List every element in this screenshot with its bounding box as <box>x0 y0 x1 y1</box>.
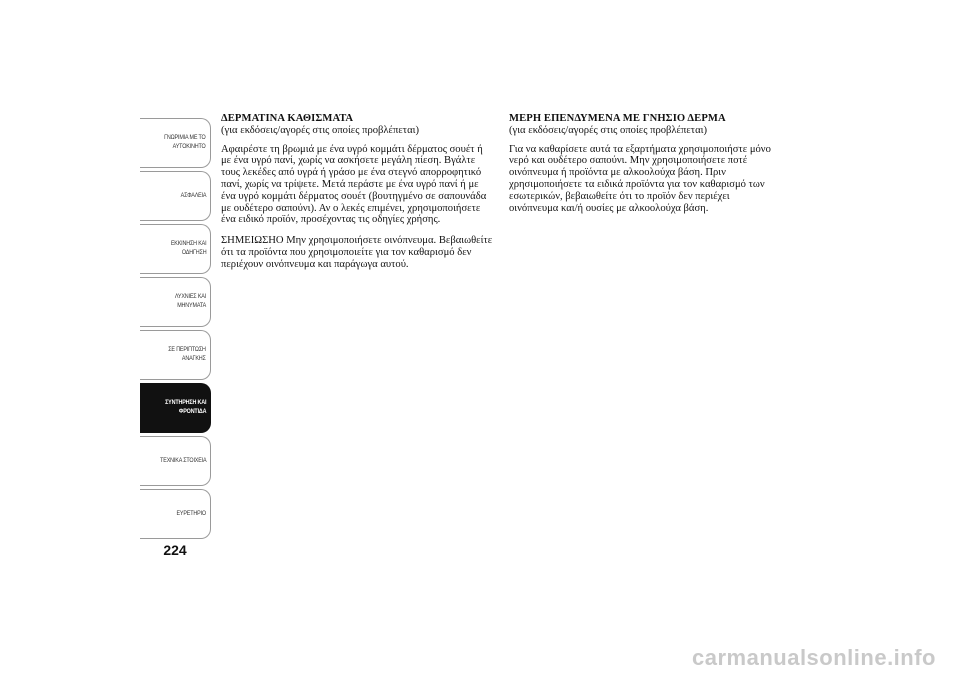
tab-label: ΓΝΩΡΙΜΙΑ ΜΕ ΤΟ ΑΥΤΟΚΙΝΗΤΟ <box>164 134 206 150</box>
watermark: carmanualsonline.info <box>692 645 936 670</box>
tab-label: ΑΣΦΑΛΕΙΑ <box>180 191 206 199</box>
chapter-tabs <box>140 118 211 542</box>
tab-label: ΣΥΝΤΗΡΗΣΗ ΚΑΙ ΦΡΟΝΤΙΔΑ <box>164 399 206 415</box>
genuine-leather-parts-section <box>509 113 781 223</box>
leather-seats-section <box>221 113 493 280</box>
tab-label: ΕΥΡΕΤΗΡΙΟ <box>176 509 206 517</box>
tab-label: ΛΥΧΝΙΕΣ ΚΑΙ ΜΗΝΥΜΑΤΑ <box>174 293 206 309</box>
tab-emergency[interactable] <box>140 330 211 380</box>
tab-label: ΕΚΚΙΝΗΣΗ ΚΑΙ ΟΔΗΓΗΣΗ <box>170 240 206 256</box>
tab-getting-to-know[interactable] <box>140 118 211 168</box>
tab-starting-driving[interactable] <box>140 224 211 274</box>
tab-label: ΤΕΧΝΙΚΑ ΣΤΟΙΧΕΙΑ <box>159 456 206 464</box>
tab-label: ΣΕ ΠΕΡΙΠΤΩΣΗ ΑΝΑΓΚΗΣ <box>168 346 206 362</box>
note-paragraph: ΣΗΜΕΙΩΣΗΟ Μην χρησιμοποιήσετε οινόπνευμα. Βεβαιωθείτε ότι τα προϊόντα που χρησιμοποιείτε για τον καθαρισμό δεν περιέχουν οινόπνευμα και παράγωγα αυτού. <box>221 235 493 270</box>
section-subheading: (για εκδόσεις/αγορές στις οποίες προβλέπεται) <box>221 124 419 136</box>
cleaning-instructions: Αφαιρέστε τη βρωμιά με ένα υγρό κομμάτι δέρματος σουέτ ή με ένα υγρό πανί, χωρίς να ασκήσετε μεγάλη πίεση. Βγάλτε τους λεκέδες από υγρά ή γράσο με ένα στεγνό απορροφητικό πανί, χωρίς να τρίψετε. Μετά περάστε με ένα υγρό πανί ή με ένα υγρό κομμάτι δέρματος σουέτ (βουτηγμένο σε σαπουνάδα με ουδέτερο σαπούνι). Αν ο λεκές επιμένει, χρησιμοποιήσετε ένα ειδικό προϊόν, προσέχοντας τις οδηγίες χρήσης. <box>221 143 487 226</box>
cleaning-instructions: Για να καθαρίσετε αυτά τα εξαρτήματα χρησιμοποιήστε μόνο νερό και ουδέτερο σαπούνι. Μην χρησιμοποιήσετε ποτέ οινόπνευμα ή προϊόντα με αλκοολούχα βάση. Πριν χρησιμοποιήσετε τα ειδικά προϊόντα για τον καθαρισμό των εσωτερικών, βεβαιωθείτε ότι το προϊόν δεν περιέχει οινόπνευμα και/ή ουσίες με αλκοολούχα βάση. <box>509 143 771 214</box>
page-number: 224 <box>163 542 187 558</box>
tab-index[interactable] <box>140 489 211 539</box>
section-heading: ΔΕΡΜΑΤΙΝΑ ΚΑΘΙΣΜΑΤΑ <box>221 113 354 124</box>
tab-safety[interactable] <box>140 171 211 221</box>
section-subheading: (για εκδόσεις/αγορές στις οποίες προβλέπεται) <box>509 124 707 136</box>
tab-lights-messages[interactable] <box>140 277 211 327</box>
section-heading: ΜΕΡΗ ΕΠΕΝΔΥΜΕΝΑ ΜΕ ΓΝΗΣΙΟ ΔΕΡΜΑ <box>509 113 726 124</box>
tab-technical-data[interactable] <box>140 436 211 486</box>
tab-maintenance-care[interactable] <box>140 383 211 433</box>
